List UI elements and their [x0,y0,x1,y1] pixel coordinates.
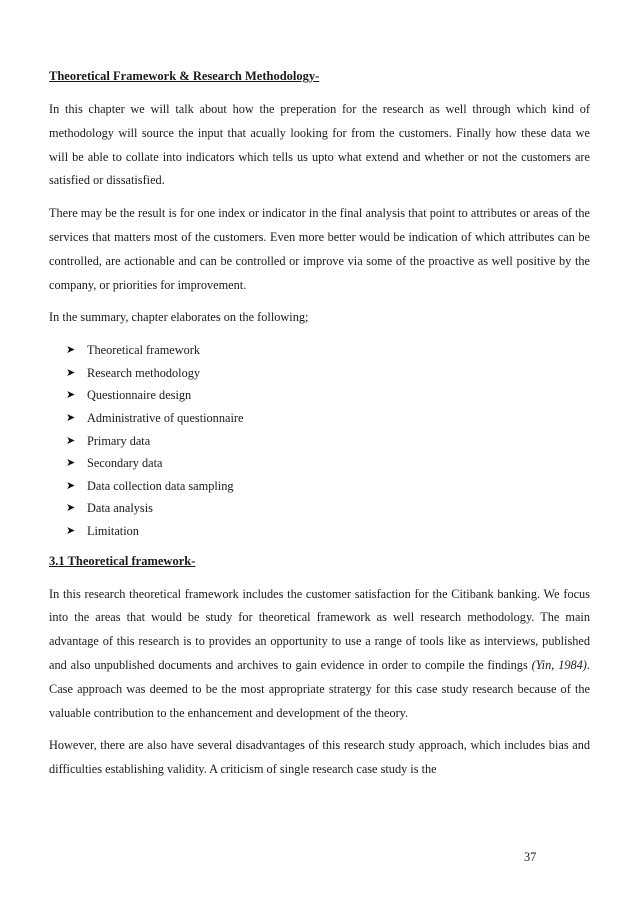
page-number: 37 [524,850,537,864]
list-item: ➤ Limitation [66,520,590,543]
arrowhead-bullet-icon: ➤ [66,389,76,402]
list-item: ➤ Data collection data sampling [66,475,590,498]
arrowhead-bullet-icon: ➤ [66,502,76,515]
list-item: ➤ Primary data [66,430,590,453]
section-heading-methodology: Theoretical Framework & Research Methodology- [49,69,320,83]
list-item: ➤ Data analysis [66,497,590,520]
list-item: ➤ Administrative of questionnaire [66,407,590,430]
result-paragraph: There may be the result is for one index or indicator in the final analysis that point to attributes or areas of the services that matters most of the customers. Even more better would be indication of which attributes can be controlled, are actionable and can be controlled or improve via some of the proactive as well positive by the company, or priorities for improvement. [49,206,590,292]
arrowhead-bullet-icon: ➤ [66,479,76,492]
section-heading-theoretical-framework: 3.1 Theoretical framework- [49,553,196,568]
framework-paragraph: In this research theoretical framework includes the customer satisfaction for the Citibank banking. We focus into the areas that would be study for theoretical framework as well research methodology. The main advantage of this research is to provides an opportunity to use a range of tools like as interviews, published and also unpublished documents and archives to gain evidence in order to compile the findings (Yin, 1984). Case approach was deemed to be the most appropriate stratergy for this case study research because of the valuable contribution to the enhancement and development of the theory. [49,586,590,720]
chapter-topics-list [49,339,590,542]
list-item: ➤ Theoretical framework [66,339,590,362]
disadvantages-paragraph: However, there are also have several disadvantages of this research study approach, which includes bias and difficulties establishing validity. A criticism of single research case study is the [49,738,590,777]
arrowhead-bullet-icon: ➤ [66,344,76,357]
intro-paragraph: In this chapter we will talk about how the preperation for the research as well through which kind of methodology will source the input that acually looking for from the customers. Finally how these data we will be able to collate into indicators which tells us upto what extend and whether or not the customers are satisfied or dissatisfied. [49,102,590,188]
document-page [49,68,590,791]
list-item: ➤ Questionnaire design [66,384,590,407]
arrowhead-bullet-icon: ➤ [66,457,76,470]
list-item: ➤ Secondary data [66,452,590,475]
arrowhead-bullet-icon: ➤ [66,524,76,537]
citation: (Yin, 1984) [531,657,587,672]
arrowhead-bullet-icon: ➤ [66,366,76,379]
arrowhead-bullet-icon: ➤ [66,411,76,424]
arrowhead-bullet-icon: ➤ [66,434,76,447]
list-item: ➤ Research methodology [66,362,590,385]
summary-paragraph: In the summary, chapter elaborates on the following; [49,310,309,325]
